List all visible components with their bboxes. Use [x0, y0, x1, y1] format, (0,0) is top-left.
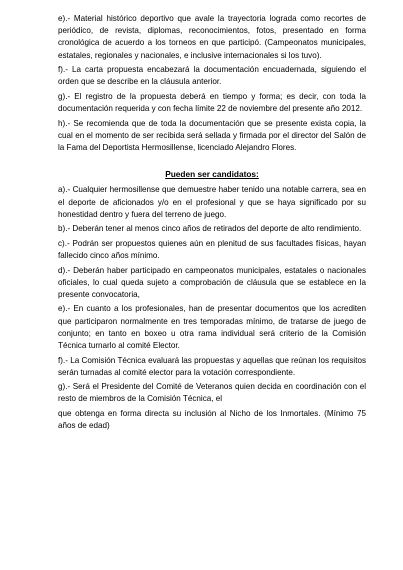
section-spacer [58, 156, 366, 168]
candidate-c: c).- Podrán ser propuestos quienes aún en plenitud de sus facultades físicas, hayan fallecido cinco años mínimo. [58, 238, 366, 261]
paragraph-h-copia: h).- Se recomienda que de toda la documentación que se presente exista copia, la cual en el momento de ser recibida será sellada y firmada por el director del Salón de la Fama del Deportista Hermosillense, licenciado Alejandro Flores. [58, 118, 366, 152]
candidate-d: d).- Deberán haber participado en campeonatos municipales, estatales o nacionales oficiales, lo cual queda sujeto a comprobación de cláusula que se establece en la presente convocatoria, [58, 265, 366, 299]
candidate-g: g).- Será el Presidente del Comité de Veteranos quien decida en coordinación con el resto de miembros de la Comisión Técnica, el [58, 382, 366, 404]
candidate-f: f).- La Comisión Técnica evaluará las propuestas y aquellas que reúnan los requisitos serán turnadas al comité elector para la votación correspondiente. [58, 355, 366, 377]
paragraph-g-registro: g).- El registro de la propuesta deberá en tiempo y forma; es decir, con toda la documentación requerida y con fecha límite 22 de noviembre del presente año 2012. [58, 91, 366, 114]
candidate-e: e).- En cuanto a los profesionales, han de presentar documentos que los acrediten que participaron normalmente en tres temporadas mínimo, de tratarse de juego de conjunto; en tanto en boxeo u otra rama individual será criterio de la Comisión Técnica turnarlo al comité Elector. [58, 304, 366, 351]
paragraph-e-material: e).- Material histórico deportivo que avale la trayectoria lograda como recortes de periódico, de revista, diplomas, reconocimientos, fotos, presentado en forma cronológica de acuerdo a los torneos en que participó. (Campeonatos municipales, estatales, regionales y nacionales, e inclusive internacionales si los tuvo). [58, 14, 366, 60]
candidate-a: a).- Cualquier hermosillense que demuestre haber tenido una notable carrera, sea en el deporte de aficionados y/o en el profesional y que se haya significado por su honestidad dentro y fuera del terreno de juego. [58, 185, 366, 219]
candidate-b: b).- Deberán tener al menos cinco años de retirados del deporte de alto rendimiento. [58, 224, 362, 234]
candidate-g-continuation: que obtenga en forma directa su inclusión al Nicho de los Inmortales. (Mínimo 75 años de edad) [58, 408, 366, 431]
paragraph-f-carta: f).- La carta propuesta encabezará la documentación encuadernada, siguiendo el orden que se describe en la cláusula anterior. [58, 65, 366, 87]
section-heading: Pueden ser candidatos: [165, 169, 259, 180]
